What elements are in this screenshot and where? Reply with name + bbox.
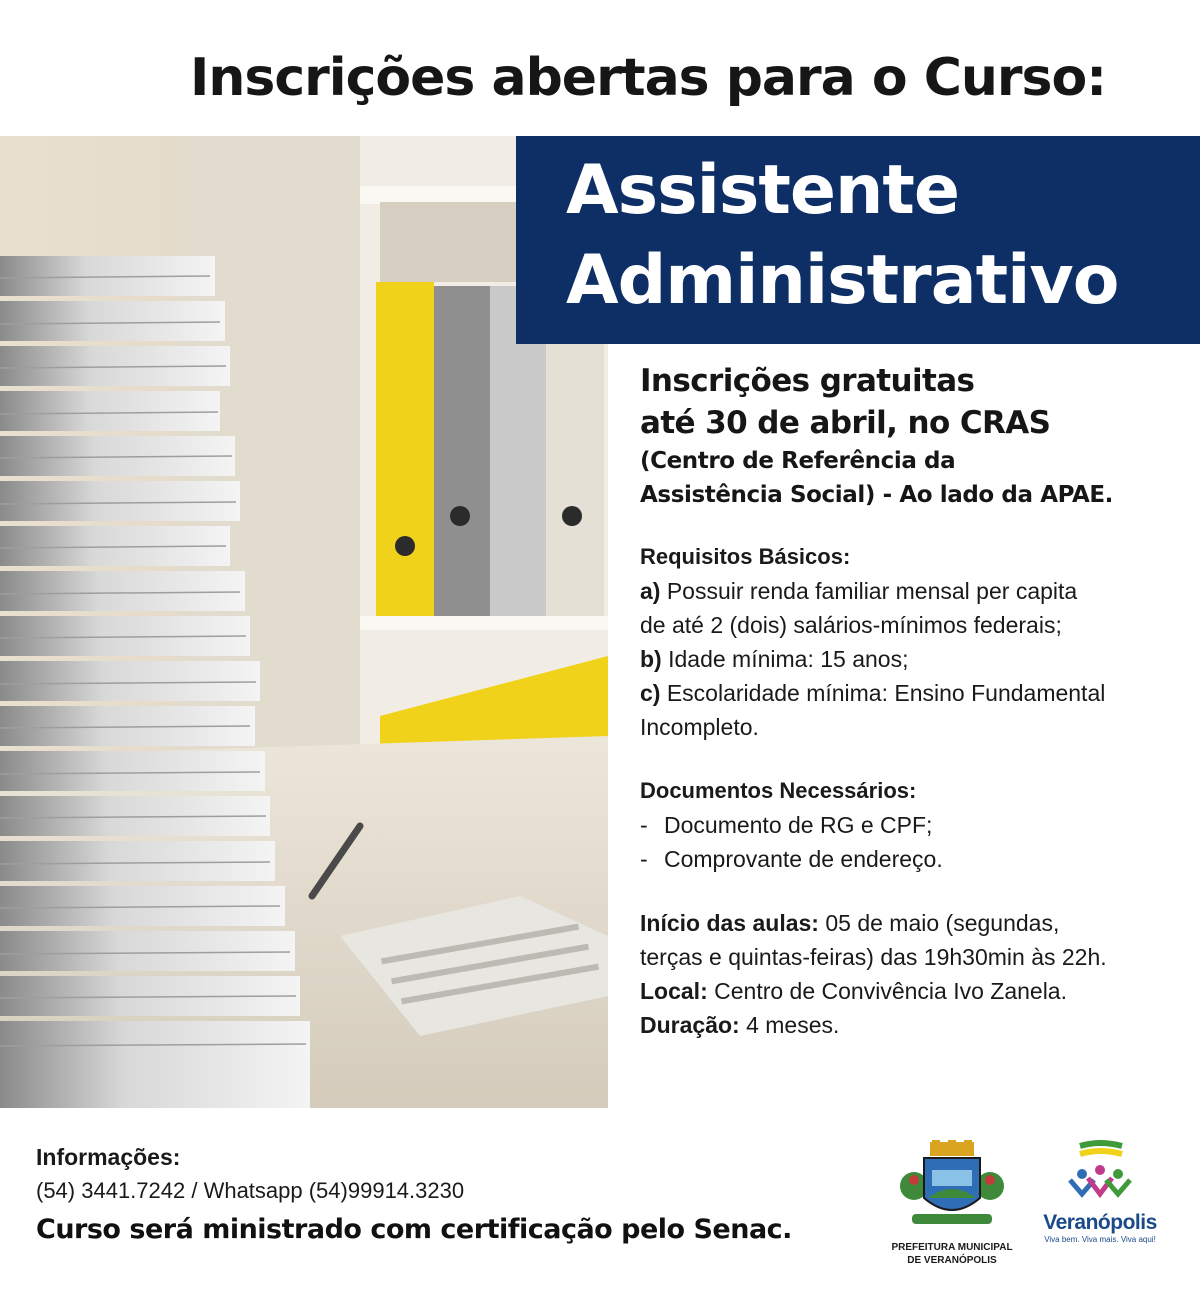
documents-title: Documentos Necessários: — [640, 778, 917, 803]
registration-free: Inscrições gratuitas — [640, 363, 975, 399]
prefeitura-logo — [882, 1140, 1022, 1275]
course-title-line2: Administrativo — [566, 241, 1119, 320]
requirement-a-cont: de até 2 (dois) salários-mínimos federais; — [640, 612, 1062, 638]
prefeitura-name-line2: DE VERANÓPOLIS — [907, 1255, 997, 1266]
requirement-c: c) Escolaridade mínima: Ensino Fundamental — [640, 680, 1106, 706]
registration-place-line2: Assistência Social) - Ao lado da APAE. — [640, 482, 1113, 508]
veranopolis-logo — [1040, 1140, 1160, 1250]
class-start: Início das aulas: 05 de maio (segundas, — [640, 910, 1060, 936]
course-duration: Duração: 4 meses. — [640, 1012, 840, 1038]
details-column — [640, 360, 1180, 1042]
contact-phones: (54) 3441.7242 / Whatsapp (54)99914.3230 — [36, 1178, 465, 1203]
prefeitura-name-line1: PREFEITURA MUNICIPAL — [891, 1242, 1013, 1253]
info-title: Informações: — [36, 1144, 181, 1170]
class-start-cont: terças e quintas-feiras) das 19h30min às 22h. — [640, 944, 1107, 970]
footer-info — [36, 1140, 856, 1252]
requirement-b: b) Idade mínima: 15 anos; — [640, 646, 909, 672]
veranopolis-people-logo-icon — [1060, 1140, 1140, 1206]
document-item: - Documento de RG e CPF; — [640, 812, 933, 838]
headline: Inscrições abertas para o Curso: — [190, 48, 1106, 108]
requirement-c-cont: Incompleto. — [640, 714, 759, 740]
requirement-a: a) Possuir renda familiar mensal per capita — [640, 578, 1078, 604]
prefeitura-coat-of-arms-icon — [892, 1140, 1012, 1236]
registration-place-line1: (Centro de Referência da — [640, 448, 956, 474]
class-location: Local: Centro de Convivência Ivo Zanela. — [640, 978, 1067, 1004]
requirements-title: Requisitos Básicos: — [640, 544, 851, 569]
city-name: Veranópolis — [1043, 1211, 1157, 1234]
course-title-banner — [516, 136, 1200, 344]
document-item: - Comprovante de endereço. — [640, 846, 943, 872]
course-title-line1: Assistente — [566, 151, 960, 230]
city-tagline: Viva bem. Viva mais. Viva aqui! — [1044, 1235, 1156, 1244]
certification-note: Curso será ministrado com certificação pelo Senac. — [36, 1214, 792, 1245]
registration-deadline: até 30 de abril, no CRAS — [640, 405, 1051, 441]
